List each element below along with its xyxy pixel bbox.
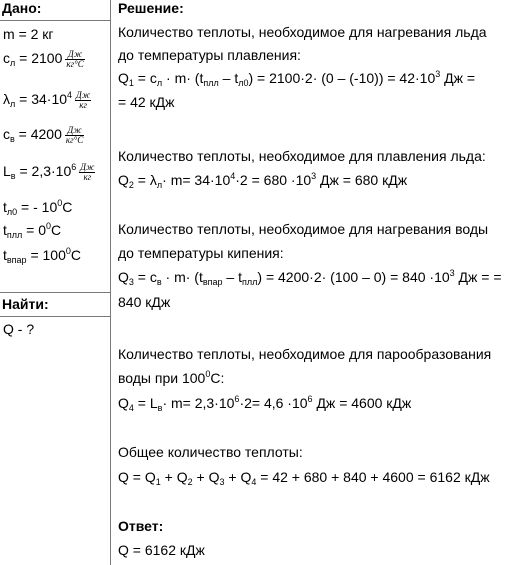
paragraph-total-heat: Общее количество теплоты: <box>118 444 303 460</box>
formula-q2: $Q_2 = \lambda_л\cdot m= 34\cdot 10^4\cdot 2 = 680 \cdot 10^3$ Дж = 680 кДж <box>118 171 408 190</box>
given-specific-heat-ice: $c_л = 2100$ $\frac{Дж}{кг^\circ С}$ <box>3 49 84 69</box>
find-heading-rule <box>0 316 110 317</box>
given-heading-rule <box>0 20 110 21</box>
given-latent-heat-ice: $\lambda_л = 34\cdot 10^4$ $\frac{Дж}{кг}$ <box>3 90 91 110</box>
formula-q3: $Q_3 = c_в \cdot m\cdot (t_{впар} - t_{плл}) = 4200\cdot 2\cdot (100 - 0) = 840 \cdot 10^3$ Дж = = <box>118 268 502 287</box>
paragraph-vaporization-2: воды при $100^0С$: <box>118 369 225 386</box>
find-item: Q - ? <box>3 321 35 337</box>
unit-fraction: $\frac{Дж}{кг}$ <box>76 90 91 110</box>
paragraph-melting-ice: Количество теплоты, необходимое для плавления льда: <box>118 148 486 164</box>
unit-fraction: $\frac{Дж}{кг^\circ С}$ <box>65 125 84 145</box>
paragraph-vaporization-1: Количество теплоты, необходимое для парообразования <box>118 346 492 362</box>
paragraph-heating-water-2: до температуры кипения: <box>118 245 284 261</box>
formula-q4: $Q_4 = L_в\cdot m= 2,3\cdot 10^6\cdot 2= 4,6 \cdot 10^6$ Дж = 4600 кДж <box>118 394 412 413</box>
answer-value: Q = 6162 кДж <box>118 542 205 558</box>
paragraph-heating-ice-2: до температуры плавления: <box>118 47 301 63</box>
given-mass: m = 2 кг <box>3 26 54 42</box>
unit-fraction: $\frac{Дж}{кг}$ <box>80 162 95 182</box>
unit-fraction: $\frac{Дж}{кг^\circ С}$ <box>66 49 84 69</box>
paragraph-heating-ice-1: Количество теплоты, необходимое для нагревания льда <box>118 24 487 40</box>
formula-total: $Q = Q_1 + Q_2 + Q_3 + Q_4 = 42 + 680 + 840 + 4600 = 6162$ кДж <box>118 469 490 487</box>
given-melting-temperature: $t_{плл} = 0^0С$ <box>3 221 62 240</box>
given-initial-temperature: $t_{л0}$ = - $10^0С$ <box>3 198 73 217</box>
given-heading: Дано: <box>2 0 42 16</box>
given-boiling-temperature: $t_{впар} = 100^0С$ <box>3 246 82 265</box>
find-section-rule <box>0 292 110 293</box>
given-latent-heat-vaporization: $L_в = 2,3\cdot 10^6$ $\frac{Дж}{кг}$ <box>3 162 95 182</box>
given-specific-heat-water: $c_в = 4200$ $\frac{Дж}{кг^\circ С}$ <box>3 125 84 145</box>
formula-q1: $Q_1 = c_л \cdot m\cdot (t_{плл} - t_{л0}) = 2100\cdot 2\cdot (0 - (-10)) = 42\cdot 10^3$ Дж = <box>118 69 476 88</box>
answer-heading: Ответ: <box>118 518 164 534</box>
formula-q1-result: = 42 кДж <box>118 94 175 110</box>
column-divider <box>110 0 111 565</box>
find-heading: Найти: <box>2 296 49 312</box>
formula-q3-result: 840 кДж <box>118 294 171 310</box>
paragraph-heating-water-1: Количество теплоты, необходимое для нагревания воды <box>118 221 489 237</box>
solution-heading: Решение: <box>118 0 184 16</box>
